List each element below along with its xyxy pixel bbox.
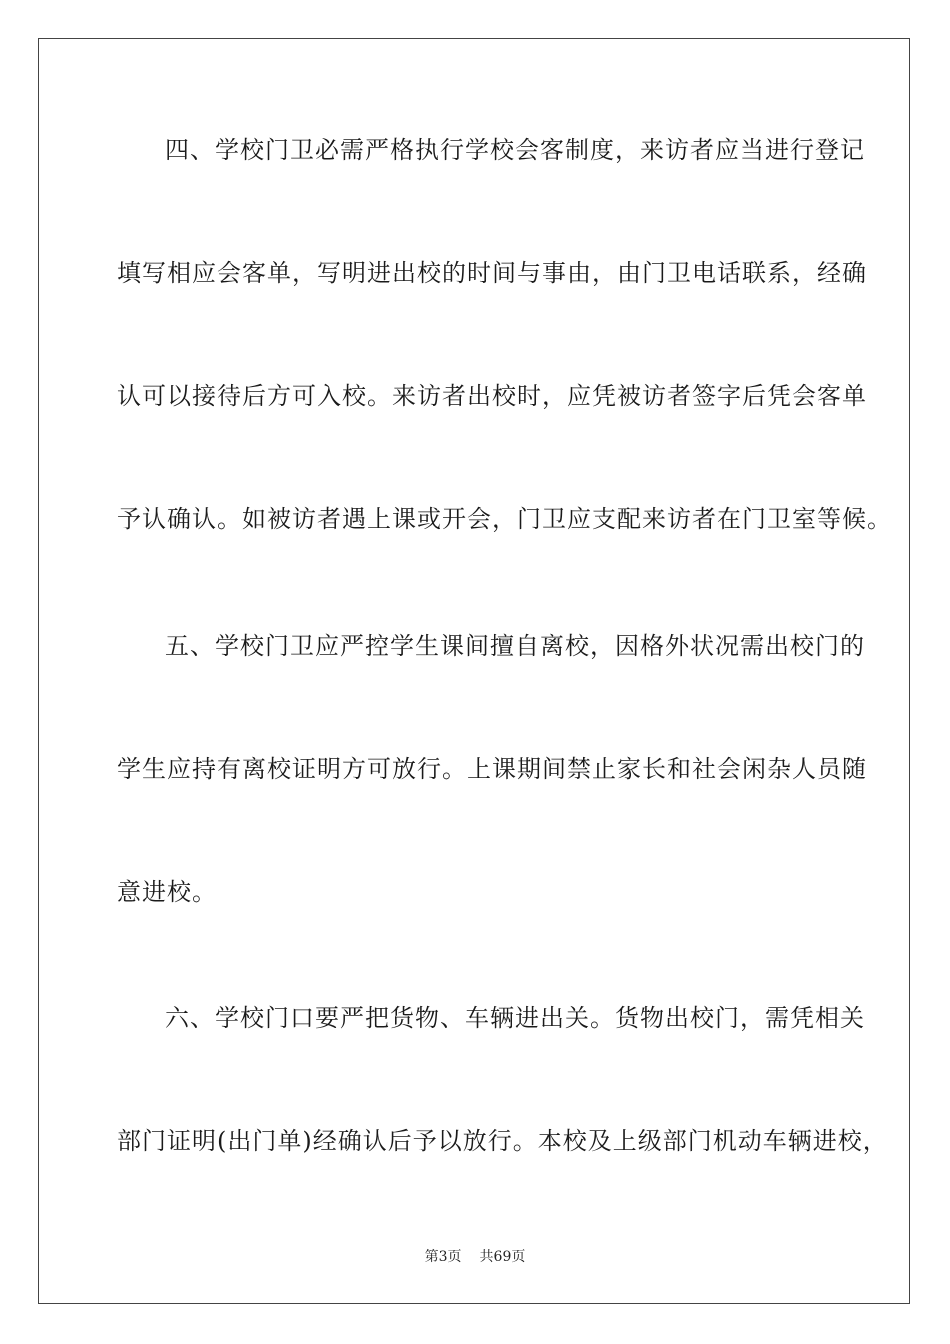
paragraph-5-line-3: 意进校。 — [117, 878, 217, 906]
paragraph-4-line-1: 四、学校门卫必需严格执行学校会客制度，来访者应当进行登记 — [165, 136, 865, 164]
paragraph-5-line-2: 学生应持有离校证明方可放行。上课期间禁止家长和社会闲杂人员随 — [117, 755, 867, 783]
page-number: 第3页 — [424, 1249, 462, 1265]
paragraph-5-line-1: 五、学校门卫应严控学生课间擅自离校，因格外状况需出校门的 — [165, 632, 865, 660]
page-footer — [0, 1248, 950, 1266]
paragraph-4-line-3: 认可以接待后方可入校。来访者出校时，应凭被访者签字后凭会客单 — [117, 382, 867, 410]
page-frame — [38, 38, 910, 1304]
paragraph-6-line-1: 六、学校门口要严把货物、车辆进出关。货物出校门，需凭相关 — [165, 1004, 865, 1032]
paragraph-4-line-4: 予认确认。如被访者遇上课或开会，门卫应支配来访者在门卫室等候。 — [117, 505, 892, 533]
page-total: 共69页 — [479, 1249, 526, 1265]
paragraph-6-line-2: 部门证明(出门单)经确认后予以放行。本校及上级部门机动车辆进校， — [117, 1127, 888, 1155]
paragraph-4-line-2: 填写相应会客单，写明进出校的时间与事由，由门卫电话联系，经确 — [117, 259, 867, 287]
